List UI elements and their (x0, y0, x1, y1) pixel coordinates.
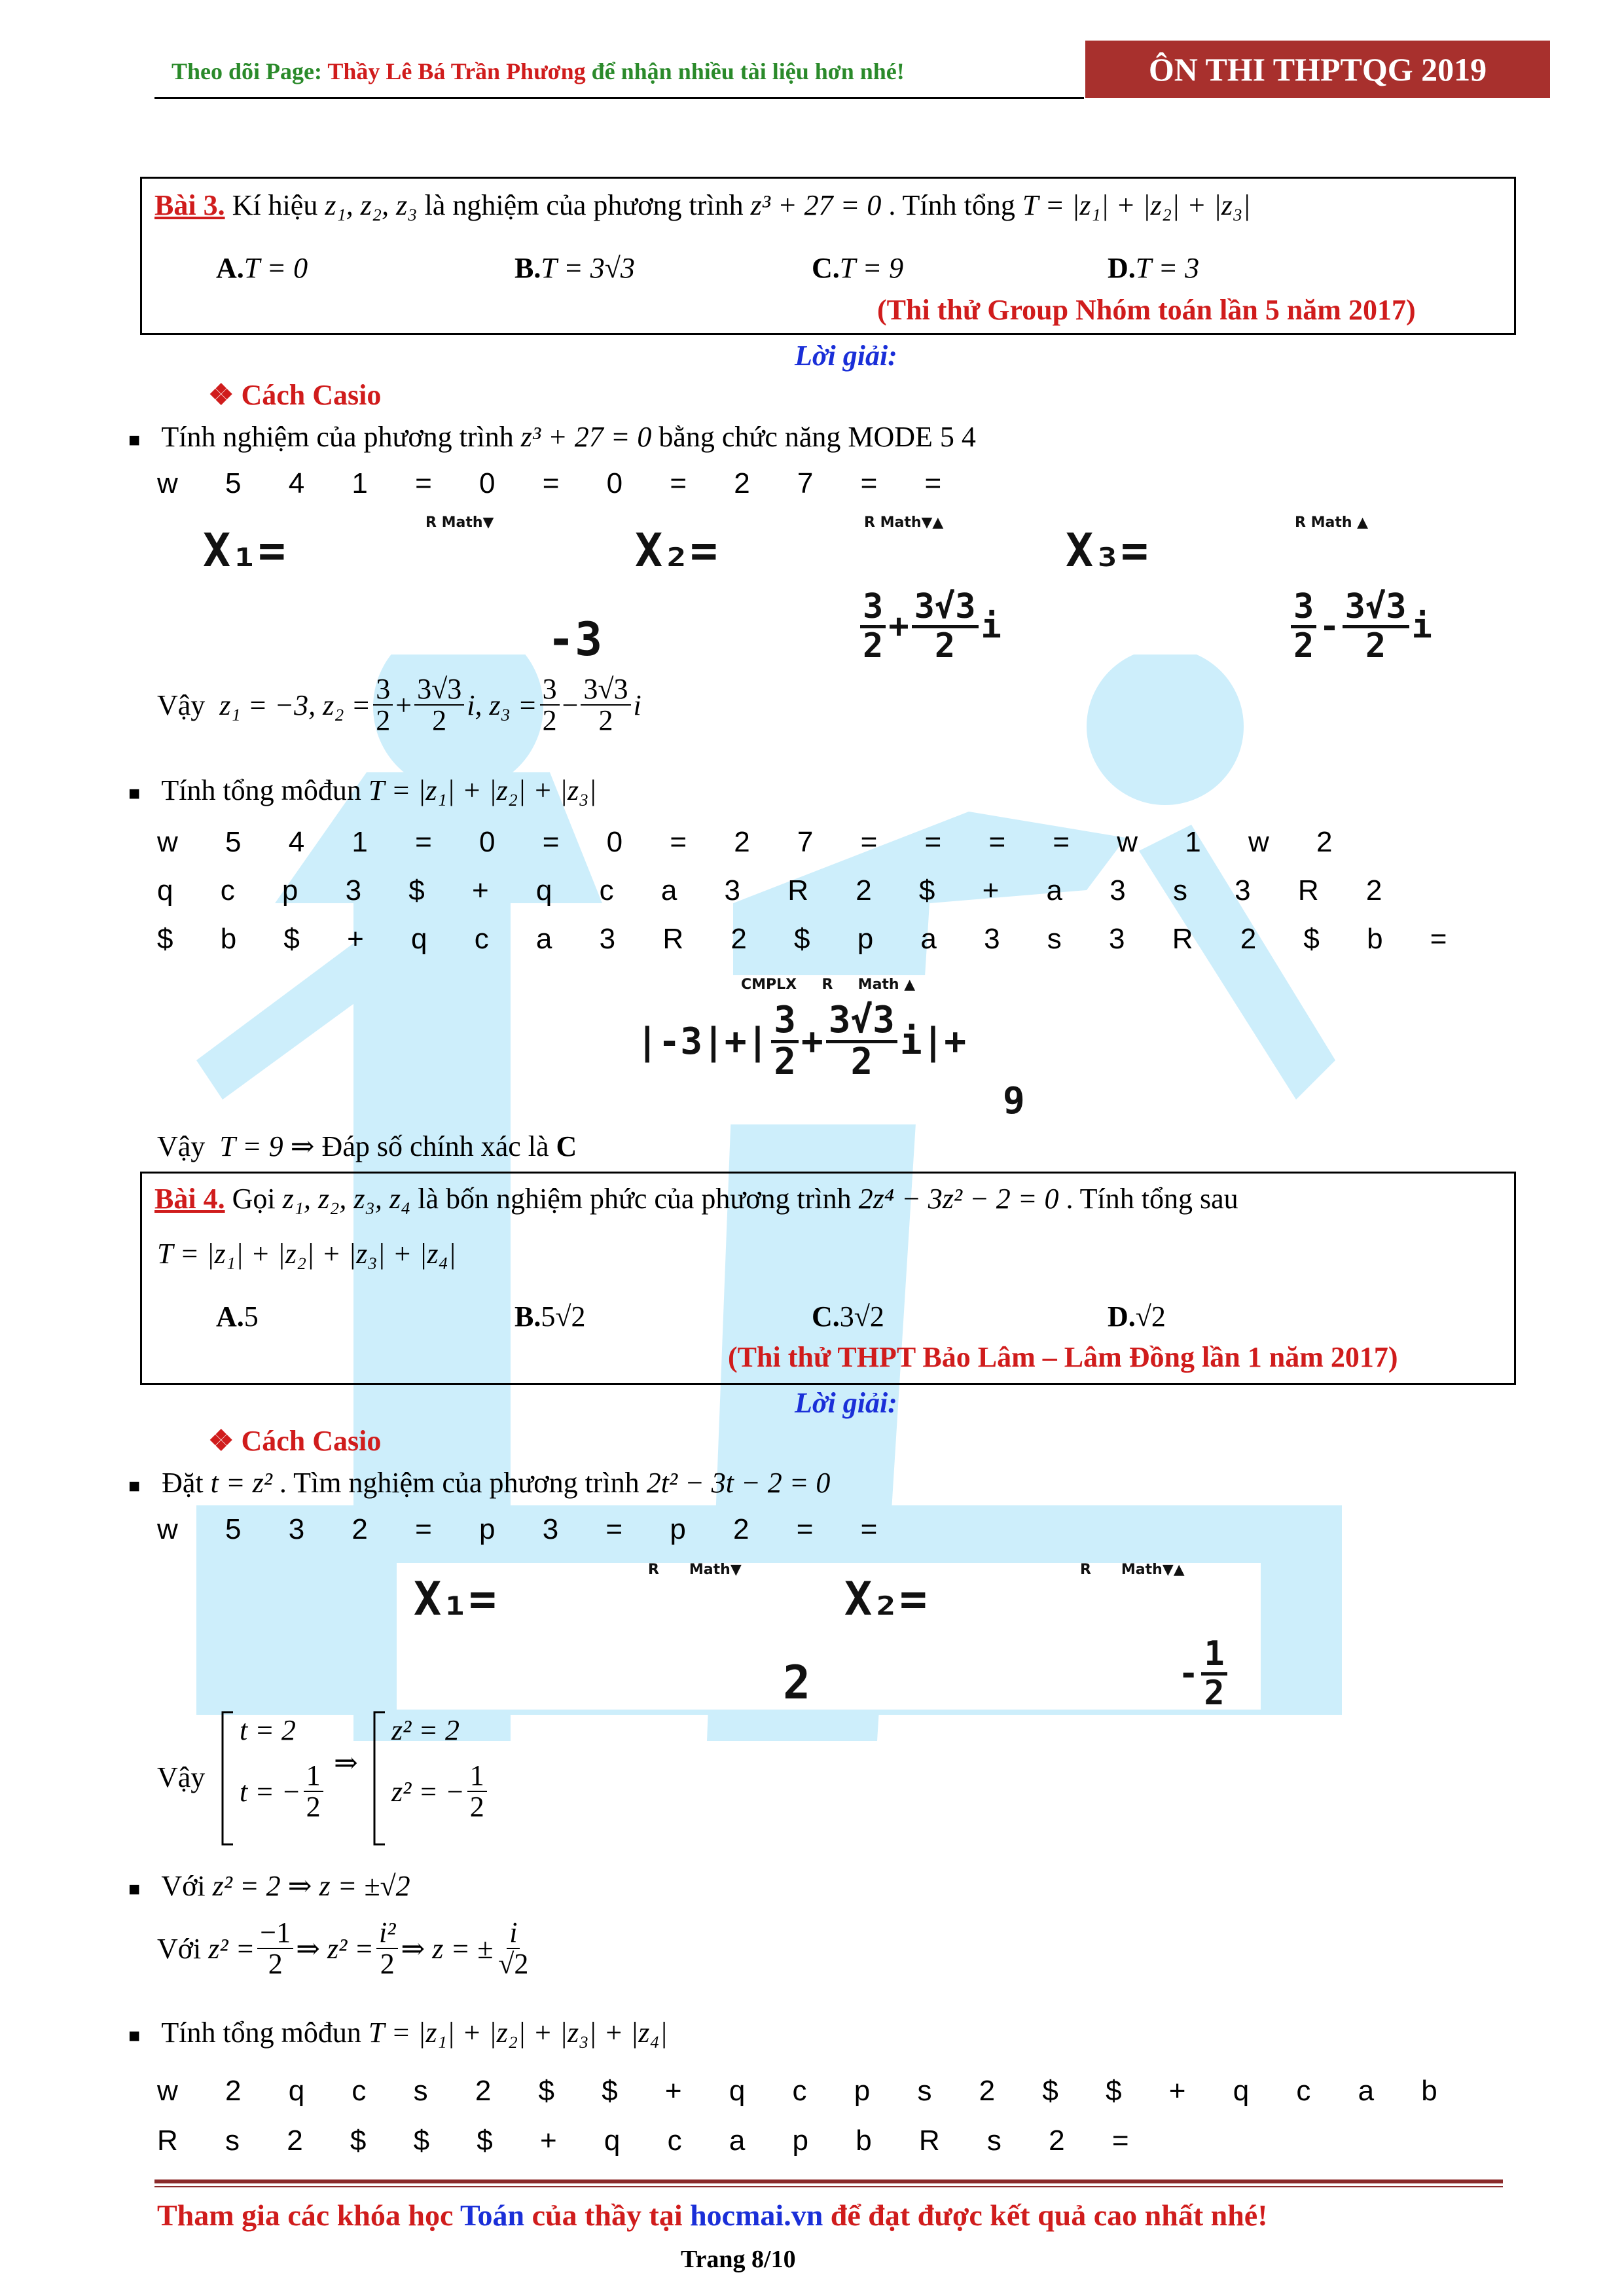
numerator: 3 (373, 674, 393, 706)
expr-part: |-3|+| (636, 1020, 769, 1063)
calc-screen-q-x1-tag: R Math▼ (648, 1562, 742, 1578)
square-bullet-icon: ■ (128, 783, 141, 804)
footer-rule (154, 2179, 1503, 2183)
denominator: 2 (268, 1948, 283, 1981)
expr-part: z² = − (391, 1775, 465, 1808)
numerator: 3√3 (1343, 589, 1409, 628)
numerator: 1 (1201, 1636, 1227, 1676)
diamond-icon: ❖ (208, 379, 242, 411)
problem-4-statement (154, 1182, 1238, 1215)
square-bullet-icon: ■ (128, 1878, 141, 1900)
problem-3-statement (154, 188, 1250, 222)
problem-4-label: Bài 4. (154, 1183, 225, 1215)
numerator: 3√3 (826, 1001, 897, 1043)
calc-screen-q-x2-value (1178, 1636, 1230, 1711)
calc-screen-q-x1-label: X₁= (414, 1572, 497, 1626)
problem-4-option-d[interactable] (1108, 1300, 1166, 1333)
solution-3-roots-conclusion: Vậy z₁ = −3, z₂ = $\frac{3}{2}$ + $\frac{3√3}{2}$ i, z₃ = $\frac{3}{2}$ − $\frac{3√3}{2}$ i (157, 673, 641, 737)
calc-screen-quadratic (397, 1563, 1261, 1713)
solution-3-final (157, 1130, 577, 1163)
numerator: i² (376, 1918, 398, 1949)
header-follow-suffix: để nhận nhiều tài liệu hơn nhé! (585, 58, 905, 84)
problem-4-option-b[interactable] (514, 1300, 586, 1333)
problem-3-option-a[interactable] (216, 251, 308, 285)
denominator: 2 (1293, 626, 1314, 666)
step-text: . Tìm nghiệm của phương trình (279, 1467, 640, 1499)
numerator: 3√3 (912, 589, 979, 628)
promo-link[interactable]: hocmai.vn (690, 2198, 823, 2232)
denominator: √2 (498, 1948, 529, 1981)
keystrokes-line: $ b $ + q c a 3 R 2 $ p a 3 s 3 R 2 $ b = (157, 923, 1467, 955)
method-label: Cách Casio (241, 379, 382, 411)
denominator: 2 (376, 704, 391, 737)
problem-4-vars: z₁, z₂, z₃, z₄ (282, 1183, 411, 1215)
solution-4-case-2 (157, 1918, 533, 1979)
diamond-icon: ❖ (208, 1425, 242, 1457)
problem-4-source: (Thi thử THPT Bảo Lâm – Lâm Đồng lần 1 năm 2017) (728, 1341, 1398, 1373)
solution-4-method (208, 1424, 381, 1458)
numerator: 3 (771, 1001, 799, 1043)
problem-3-text-a: Kí hiệu (232, 189, 318, 221)
problem-4-text-b: là bốn nghiệm phức của phương trình (418, 1183, 852, 1215)
option-letter: B. (514, 1300, 541, 1333)
solution-3-step-2 (128, 774, 597, 807)
promo-subject: Toán (460, 2198, 525, 2232)
option-value: T = 0 (244, 252, 308, 284)
denominator: 2 (1365, 626, 1386, 666)
problem-3-option-c[interactable] (812, 251, 903, 285)
problem-3-option-b[interactable] (514, 251, 635, 285)
header-badge: ÔN THI THPTQG 2019 (1085, 41, 1550, 98)
vay-label: Vậy (157, 1761, 206, 1793)
option-value: T = 9 (839, 252, 904, 284)
roots-text: i (633, 689, 641, 721)
step-text: bằng chức năng MODE 5 4 (659, 421, 976, 453)
problem-3-label: Bài 3. (154, 189, 225, 221)
promo-text: Tham gia các khóa học (157, 2198, 461, 2232)
problem-4-option-a[interactable] (216, 1300, 259, 1333)
option-letter: A. (216, 1300, 244, 1333)
step-text: Tính tổng môđun (161, 774, 361, 806)
step-equation: 2t² − 3t − 2 = 0 (646, 1467, 831, 1499)
square-bullet-icon: ■ (128, 429, 141, 451)
keystrokes-line: w 2 q c s 2 $ $ + q c p s 2 $ $ + q c a b (157, 2075, 1457, 2107)
calc-screen-x2-label: X₂= (635, 524, 718, 577)
step-text: Tính nghiệm của phương trình (161, 421, 514, 453)
denominator: 2 (432, 704, 447, 737)
calc-screen-x1-value: -3 (547, 613, 603, 666)
denominator: 2 (542, 704, 557, 737)
denominator: 2 (1204, 1673, 1225, 1713)
step-equation: z³ + 27 = 0 (520, 421, 652, 453)
problem-3-vars: z₁, z₂, z₃ (325, 189, 418, 221)
imag-unit: i (981, 607, 1001, 647)
step-equation: T = |z₁| + |z₂| + |z₃| + |z₄| (368, 2017, 668, 2049)
keystrokes-line: w 5 3 2 = p 3 = p 2 = = (157, 1513, 897, 1545)
calc-screen-q-x1-value: 2 (783, 1656, 811, 1710)
option-letter: D. (1108, 252, 1136, 284)
denominator: 2 (306, 1791, 321, 1823)
problem-4-text-c: . Tính tổng sau (1066, 1183, 1238, 1215)
expr-part: ⇒ z = ± (401, 1932, 494, 1965)
case-label: Với (157, 1932, 202, 1965)
calc-screen-x2-value (857, 589, 1001, 664)
keystrokes-line: R s 2 $ $ $ + q c a p b R s 2 = (157, 2125, 1149, 2157)
calc-screen-sum-tag: CMPLX R Math ▲ (741, 977, 916, 993)
header-follow-prefix: Theo dõi Page: (171, 58, 328, 84)
header-follow-text (171, 58, 905, 85)
problem-3-text-b: là nghiệm của phương trình (424, 189, 744, 221)
denominator: 2 (380, 1948, 395, 1981)
final-answer: C (556, 1130, 577, 1162)
keystrokes-line: w 5 4 1 = 0 = 0 = 2 7 = = (157, 467, 962, 499)
numerator: −1 (257, 1918, 293, 1949)
calc-screen-x2-tag: R Math▼▲ (864, 514, 944, 531)
footer-rule (154, 2186, 1503, 2187)
denominator: 2 (850, 1040, 873, 1083)
problem-3-source: (Thi thử Group Nhóm toán lần 5 năm 2017) (877, 294, 1416, 326)
denominator: 2 (598, 704, 613, 737)
solution-3-step-1 (128, 420, 976, 454)
problem-4-equation: 2z⁴ − 3z² − 2 = 0 (858, 1183, 1059, 1215)
option-value: 3√2 (839, 1300, 884, 1333)
calc-screen-x3-tag: R Math ▲ (1295, 514, 1369, 531)
option-letter: D. (1108, 1300, 1136, 1333)
implies-arrow: ⇒ (334, 1747, 358, 1779)
option-value: √2 (1135, 1300, 1166, 1333)
footer-promo (157, 2198, 1268, 2233)
problem-3-text-c: . Tính tổng (888, 189, 1015, 221)
left-bracket-icon (370, 1710, 390, 1847)
option-value: 5 (244, 1300, 259, 1333)
denominator: 2 (469, 1791, 484, 1823)
solution-4-step-2 (128, 2016, 668, 2049)
calc-screen-x1-label: X₁= (203, 524, 286, 577)
option-letter: A. (216, 252, 244, 284)
step-text: Tính tổng môđun (161, 2017, 361, 2049)
system-right-1: z² = 2 (391, 1714, 460, 1746)
header-rule (154, 97, 1084, 99)
calc-screen-sum-expression: |-3|+| $\frac{3}{2}$ + $\frac{3√3}{2}$ i|+ (636, 999, 967, 1083)
system-left-2 (240, 1761, 326, 1822)
problem-4-option-c[interactable] (812, 1300, 884, 1333)
numerator: 1 (304, 1761, 323, 1792)
option-letter: B. (514, 252, 541, 284)
numerator: 3 (860, 589, 886, 628)
roots-text: i, z₃ = (467, 689, 537, 721)
option-letter: C. (812, 1300, 840, 1333)
method-label: Cách Casio (241, 1425, 382, 1457)
step-equation: t = z² (210, 1467, 272, 1499)
denominator: 2 (934, 626, 956, 666)
square-bullet-icon: ■ (128, 1475, 141, 1497)
solution-3-method (208, 378, 381, 412)
sign: + (888, 607, 909, 647)
step-equation: T = |z₁| + |z₂| + |z₃| (368, 774, 597, 806)
left-bracket-icon (219, 1710, 238, 1847)
calc-screen-x3-label: X₃= (1066, 524, 1149, 577)
option-letter: C. (812, 252, 840, 284)
expr-part: i|+ (899, 1020, 967, 1063)
problem-3-sum: T = |z₁| + |z₂| + |z₃| (1022, 189, 1251, 221)
final-text: Đáp số chính xác là (321, 1130, 549, 1162)
step-text: Đặt (162, 1467, 204, 1499)
sign: - (1319, 607, 1340, 647)
sign: - (1178, 1654, 1199, 1694)
vay-label: Vậy (157, 689, 206, 721)
solution-4-step-1 (128, 1466, 830, 1499)
option-value: T = 3√3 (541, 252, 635, 284)
promo-text: của thầy tại (524, 2198, 691, 2232)
calc-screen-q-x2-tag: R Math▼▲ (1080, 1562, 1185, 1578)
vay-label: Vậy (157, 1130, 206, 1162)
calc-screen-q-x2-label: X₂= (844, 1572, 928, 1626)
solution-4-title: Lời giải: (795, 1387, 897, 1419)
denominator: 2 (774, 1040, 797, 1083)
numerator: 3 (540, 674, 560, 706)
calc-screen-x1-tag: R Math▼ (425, 514, 494, 531)
problem-4-text-a: Gọi (232, 1183, 276, 1215)
solution-4-case-1 (128, 1869, 410, 1903)
problem-4-sum: T = |z₁| + |z₂| + |z₃| + |z₄| (157, 1238, 456, 1270)
keystrokes-line: q c p 3 $ + q c a 3 R 2 $ + a 3 s 3 R 2 (157, 874, 1402, 906)
problem-3-option-d[interactable] (1108, 251, 1199, 285)
case-equation: z² = 2 ⇒ z = ±√2 (212, 1870, 410, 1902)
case-label: Với (161, 1870, 206, 1902)
calc-screen-x3-value (1288, 589, 1432, 664)
calc-screen-sum-result: 9 (1003, 1080, 1025, 1122)
problem-3-equation: z³ + 27 = 0 (750, 189, 882, 221)
numerator: 3 (1291, 589, 1316, 628)
expr-part: t = − (240, 1775, 301, 1808)
promo-text: để đạt được kết quả cao nhất nhé! (823, 2198, 1268, 2232)
expr-part: ⇒ z² = (296, 1932, 374, 1965)
final-equation: T = 9 ⇒ (219, 1130, 315, 1162)
expr-part: z² = (208, 1932, 255, 1965)
numerator: 3√3 (414, 674, 464, 706)
keystrokes-line: w 5 4 1 = 0 = 0 = 2 7 = = = = w 1 w 2 (157, 826, 1352, 858)
page-number: Trang 8/10 (681, 2246, 796, 2273)
numerator: i (507, 1918, 520, 1949)
imag-unit: i (1411, 607, 1432, 647)
denominator: 2 (863, 626, 884, 666)
system-left-1: t = 2 (240, 1714, 296, 1746)
square-bullet-icon: ■ (128, 2025, 141, 2047)
option-value: T = 3 (1135, 252, 1200, 284)
header-follow-name[interactable]: Thầy Lê Bá Trần Phương (327, 58, 586, 84)
system-right-2 (391, 1761, 490, 1822)
numerator: 1 (467, 1761, 487, 1792)
numerator: 3√3 (581, 674, 630, 706)
option-value: 5√2 (541, 1300, 586, 1333)
solution-3-title: Lời giải: (795, 340, 897, 372)
roots-text: z₁ = −3, z₂ = (219, 689, 371, 721)
